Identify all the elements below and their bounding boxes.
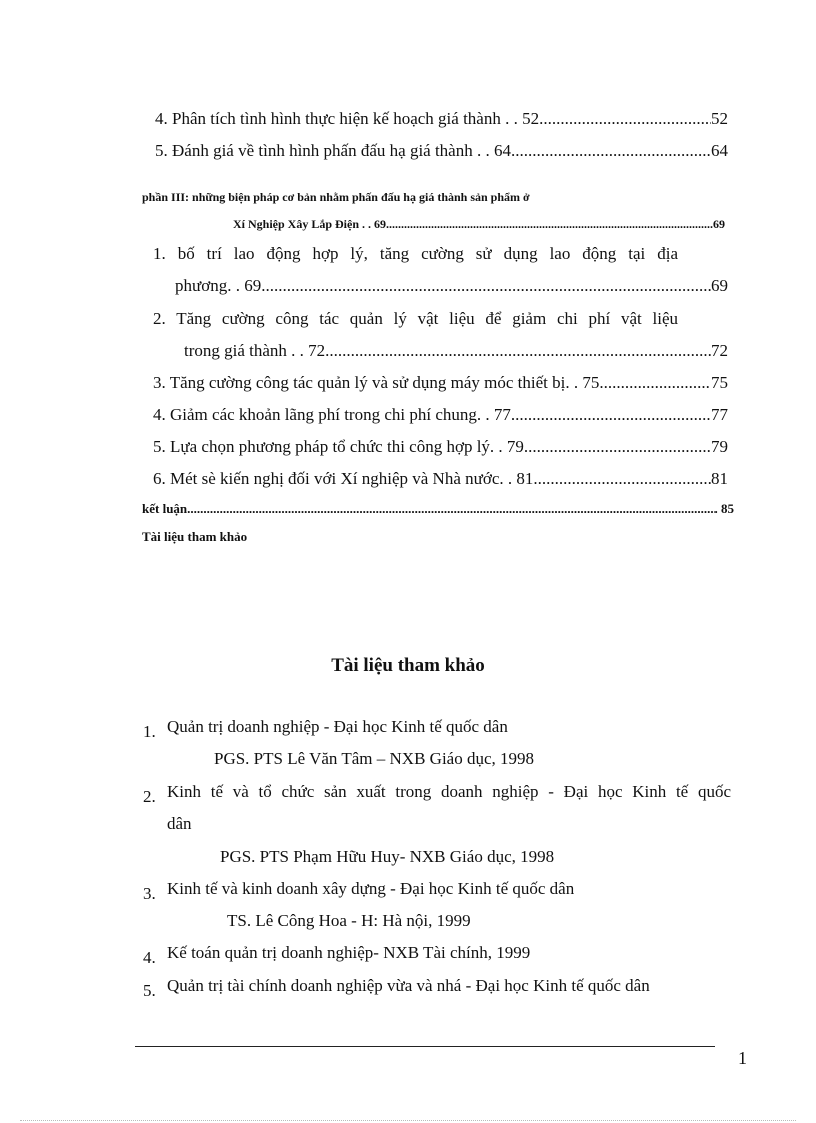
- toc-entry-text: 5. Đánh giá về tình hình phấn đấu hạ giá thành . . 64: [155, 141, 511, 160]
- toc-page: 75: [711, 373, 728, 392]
- ref-number: 1.: [143, 722, 156, 741]
- toc-leader: [533, 468, 711, 490]
- toc-entry-text: trong giá thành . . 72: [184, 341, 326, 360]
- toc-entry-text: Xí Nghiệp Xây Lắp Điện . . 69: [233, 217, 387, 231]
- toc-item-1-line1[interactable]: 1. bố trí lao động hợp lý, tăng cường sử dụng lao động tại địa: [153, 244, 678, 263]
- toc-page: 64: [711, 141, 728, 160]
- ref-number: 3.: [143, 884, 156, 903]
- ref-author: PGS. PTS Phạm Hữu Huy- NXB Giáo dục, 1998: [220, 847, 555, 866]
- references-heading: Tài liệu tham khảo: [331, 655, 485, 676]
- toc-entry-text: 4. Giảm các khoản lãng phí trong chi phí chung. . 77: [153, 405, 511, 424]
- toc-page: 79: [711, 437, 728, 456]
- toc-leader: [524, 436, 711, 458]
- toc-item-3[interactable]: [153, 372, 728, 394]
- toc-leader: [261, 275, 711, 297]
- page-number: 1: [738, 1048, 747, 1068]
- toc-part3-title[interactable]: phần III: những biện pháp cơ bản nhằm phấn đấu hạ giá thành sản phẩm ở: [142, 190, 530, 204]
- toc-entry-5[interactable]: [155, 140, 728, 162]
- footer-rule: [135, 1046, 715, 1047]
- toc-entry-text: phương. . 69: [175, 276, 262, 295]
- toc-entry-4[interactable]: [155, 108, 728, 130]
- ref-title: Quản trị doanh nghiệp - Đại học Kinh tế quốc dân: [167, 717, 508, 736]
- toc-entry-text: 4. Phân tích tình hình thực hiện kế hoạch giá thành . . 52: [155, 109, 540, 128]
- toc-page: 72: [711, 341, 728, 360]
- toc-page: . 85: [714, 501, 734, 516]
- ref-number: 5.: [143, 981, 156, 1000]
- toc-page: 52: [711, 109, 728, 128]
- toc-page: 77: [711, 405, 728, 424]
- toc-leader: [511, 140, 711, 162]
- ref-title: Kế toán quản trị doanh nghiệp- NXB Tài chính, 1999: [167, 943, 531, 962]
- toc-conclusion[interactable]: [142, 501, 734, 517]
- toc-item-1-line2[interactable]: [175, 275, 728, 297]
- toc-item-2-line2[interactable]: [184, 340, 728, 362]
- ref-title: Quản trị tài chính doanh nghiệp vừa và nhá - Đại học Kinh tế quốc dân: [167, 976, 650, 995]
- ref-title: Kinh tế và tổ chức sản xuất trong doanh nghiệp - Đại học Kinh tế quốc: [167, 782, 731, 801]
- toc-entry-text: 3. Tăng cường công tác quản lý và sử dụng máy móc thiết bị. . 75: [153, 373, 600, 392]
- toc-leader: [539, 108, 711, 130]
- ref-title-cont: dân: [167, 814, 192, 833]
- toc-leader: [511, 404, 711, 426]
- toc-references[interactable]: Tài liệu tham khảo: [142, 529, 248, 544]
- toc-item-2-line1[interactable]: 2. Tăng cường công tác quản lý vật liệu để giảm chi phí vật liệu: [153, 309, 678, 328]
- toc-item-4[interactable]: [153, 404, 728, 426]
- ref-number: 2.: [143, 787, 156, 806]
- toc-part3-subtitle[interactable]: [233, 216, 725, 232]
- toc-item-5[interactable]: [153, 436, 728, 458]
- toc-item-6[interactable]: [153, 468, 728, 490]
- page-edge: [20, 1120, 796, 1121]
- toc-page: 69: [713, 217, 725, 231]
- ref-number: 4.: [143, 948, 156, 967]
- toc-entry-text: kết luận: [142, 501, 188, 516]
- ref-author: PGS. PTS Lê Văn Tâm – NXB Giáo dục, 1998: [214, 749, 535, 768]
- toc-leader: [325, 340, 711, 362]
- toc-page: 69: [711, 276, 728, 295]
- toc-entry-text: 5. Lựa chọn phương pháp tổ chức thi công hợp lý. . 79: [153, 437, 524, 456]
- toc-page: 81: [711, 469, 728, 488]
- toc-entry-text: 6. Mét sè kiến nghị đối với Xí nghiệp và Nhà nước. . 81: [153, 469, 534, 488]
- toc-leader: [386, 216, 713, 232]
- ref-title: Kinh tế và kinh doanh xây dựng - Đại học Kinh tế quốc dân: [167, 879, 575, 898]
- ref-author: TS. Lê Công Hoa - H: Hà nội, 1999: [227, 911, 471, 930]
- toc-leader: [599, 372, 711, 394]
- toc-leader: [187, 501, 714, 517]
